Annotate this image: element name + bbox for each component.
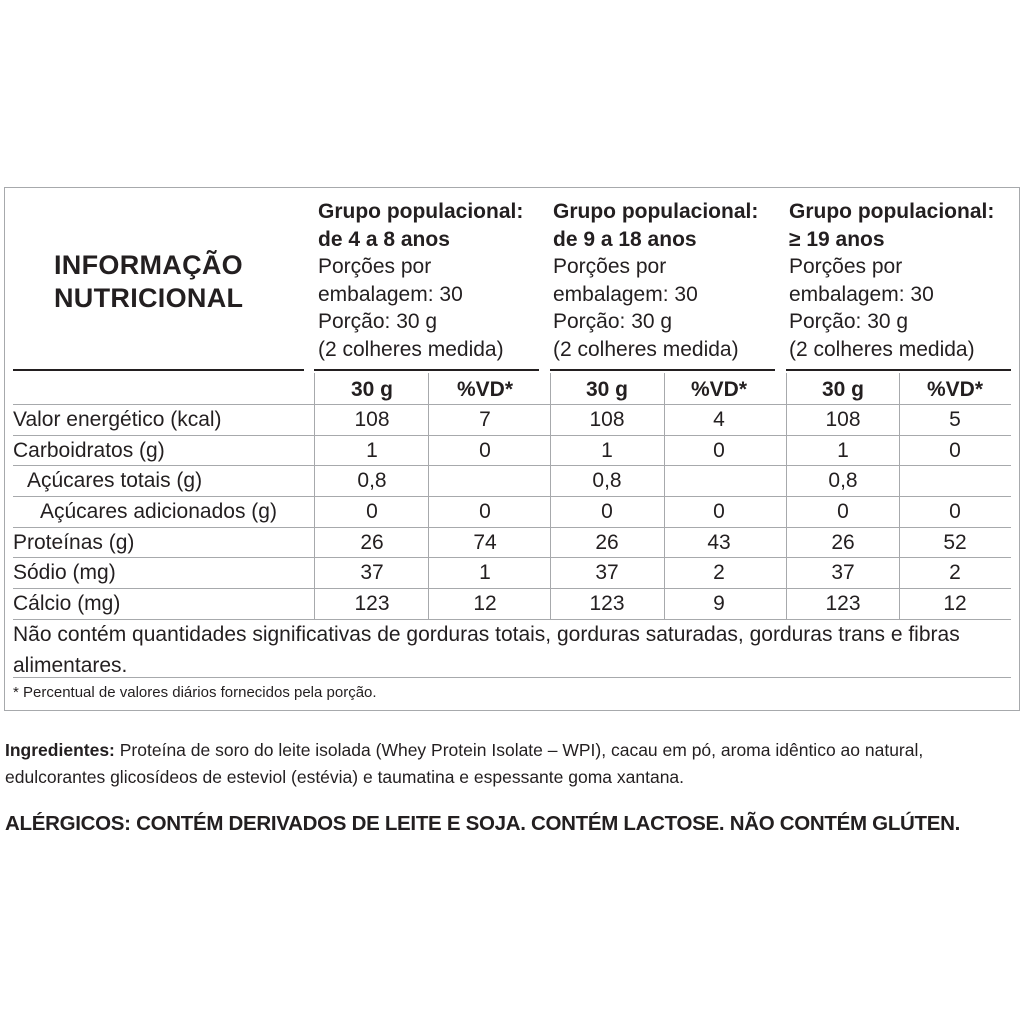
table-cell: 0	[366, 500, 378, 523]
table-cell: 0	[713, 500, 725, 523]
title-line-2: NUTRICIONAL	[54, 283, 244, 313]
table-cell: 1	[837, 439, 849, 462]
group-title: Grupo populacional:	[789, 200, 995, 223]
group-portions: Porções por	[318, 255, 432, 278]
table-cell: 1	[601, 439, 613, 462]
table-cell: 37	[595, 561, 619, 584]
table-cell: 5	[949, 408, 961, 431]
table-title	[54, 249, 243, 315]
group-portions-count: embalagem: 30	[553, 282, 698, 306]
table-cell: 26	[595, 531, 619, 554]
table-cell: 52	[943, 531, 967, 554]
table-cell: 123	[825, 592, 861, 615]
table-cell: 26	[360, 531, 384, 554]
table-cell: 9	[713, 592, 725, 615]
group-portion-desc: (2 colheres medida)	[789, 337, 975, 361]
header-divider	[13, 369, 304, 371]
column-divider	[314, 373, 315, 619]
table-cell: 26	[831, 531, 855, 554]
group-portion: Porção: 30 g	[318, 310, 438, 333]
table-cell: 108	[825, 408, 861, 431]
table-cell: 123	[589, 592, 625, 615]
table-cell: 0,8	[357, 469, 387, 492]
table-cell: 37	[831, 561, 855, 584]
table-cell: 0,8	[828, 469, 858, 492]
row-label: Carboidratos (g)	[13, 439, 165, 462]
group-portions: Porções por	[553, 255, 667, 278]
column-header: 30 g	[821, 378, 865, 401]
table-cell: 108	[589, 408, 625, 431]
group-title: Grupo populacional:	[553, 200, 759, 223]
row-divider	[13, 465, 1011, 466]
group-portion: Porção: 30 g	[789, 310, 909, 333]
column-divider	[786, 373, 787, 619]
group-header-2	[553, 198, 758, 363]
group-portion-desc: (2 colheres medida)	[318, 337, 504, 361]
table-cell: 2	[949, 561, 961, 584]
footnote: * Percentual de valores diários fornecidos pela porção.	[13, 684, 377, 701]
ingredients-label: Ingredientes:	[5, 740, 115, 760]
group-title: Grupo populacional:	[318, 200, 524, 223]
table-cell: 0	[713, 439, 725, 462]
table-cell: 43	[707, 531, 731, 554]
group-age: de 9 a 18 anos	[553, 227, 697, 251]
row-divider	[13, 557, 1011, 558]
column-divider	[428, 373, 429, 619]
column-header: 30 g	[585, 378, 629, 401]
table-cell: 0	[949, 439, 961, 462]
row-label: Cálcio (mg)	[13, 592, 121, 615]
column-divider	[664, 373, 665, 619]
table-cell: 4	[713, 408, 725, 431]
column-divider	[550, 373, 551, 619]
column-header: %VD*	[690, 378, 748, 401]
group-header-1	[318, 198, 523, 363]
header-divider	[786, 369, 1011, 371]
row-label: Proteínas (g)	[13, 531, 135, 554]
table-cell: 0	[479, 439, 491, 462]
table-cell: 1	[366, 439, 378, 462]
group-portions: Porções por	[789, 255, 903, 278]
row-label: Açúcares adicionados (g)	[40, 500, 277, 523]
table-cell: 7	[479, 408, 491, 431]
row-divider	[13, 588, 1011, 589]
table-cell: 37	[360, 561, 384, 584]
column-divider	[899, 373, 900, 619]
table-cell: 108	[354, 408, 390, 431]
group-portion: Porção: 30 g	[553, 310, 673, 333]
table-cell: 0	[837, 500, 849, 523]
table-cell: 0	[601, 500, 613, 523]
ingredients-text: Proteína de soro do leite isolada (Whey Protein Isolate – WPI), cacau em pó, aroma idêntico ao natural, edulcorantes glicosídeos de esteviol (estévia) e taumatina e espessante goma xantana.	[5, 740, 924, 787]
table-cell: 1	[479, 561, 491, 584]
table-cell: 0,8	[592, 469, 622, 492]
ingredients	[5, 737, 1021, 791]
row-label: Açúcares totais (g)	[27, 469, 203, 492]
column-header: %VD*	[456, 378, 514, 401]
table-cell: 12	[473, 592, 497, 615]
group-portions-count: embalagem: 30	[789, 282, 934, 306]
row-divider	[13, 496, 1011, 497]
table-cell: 0	[949, 500, 961, 523]
column-header: %VD*	[926, 378, 984, 401]
group-portions-count: embalagem: 30	[318, 282, 463, 306]
row-label: Sódio (mg)	[13, 561, 116, 584]
header-divider	[314, 369, 539, 371]
group-age: de 4 a 8 anos	[318, 227, 450, 251]
allergens-statement: ALÉRGICOS: CONTÉM DERIVADOS DE LEITE E SOJA. CONTÉM LACTOSE. NÃO CONTÉM GLÚTEN.	[5, 812, 961, 835]
title-line-1: INFORMAÇÃO	[54, 250, 243, 280]
table-cell: 123	[354, 592, 390, 615]
row-divider	[13, 527, 1011, 528]
table-note: Não contém quantidades significativas de gorduras totais, gorduras saturadas, gorduras trans e fibras alimentares.	[13, 623, 960, 677]
group-portion-desc: (2 colheres medida)	[553, 337, 739, 361]
row-divider	[13, 404, 1011, 405]
group-age: ≥ 19 anos	[789, 227, 885, 251]
header-divider	[550, 369, 775, 371]
row-divider	[13, 435, 1011, 436]
row-label: Valor energético (kcal)	[13, 408, 222, 431]
table-cell: 2	[713, 561, 725, 584]
group-header-3	[789, 198, 994, 363]
table-cell: 0	[479, 500, 491, 523]
column-header: 30 g	[350, 378, 394, 401]
table-cell: 12	[943, 592, 967, 615]
table-cell: 74	[473, 531, 497, 554]
